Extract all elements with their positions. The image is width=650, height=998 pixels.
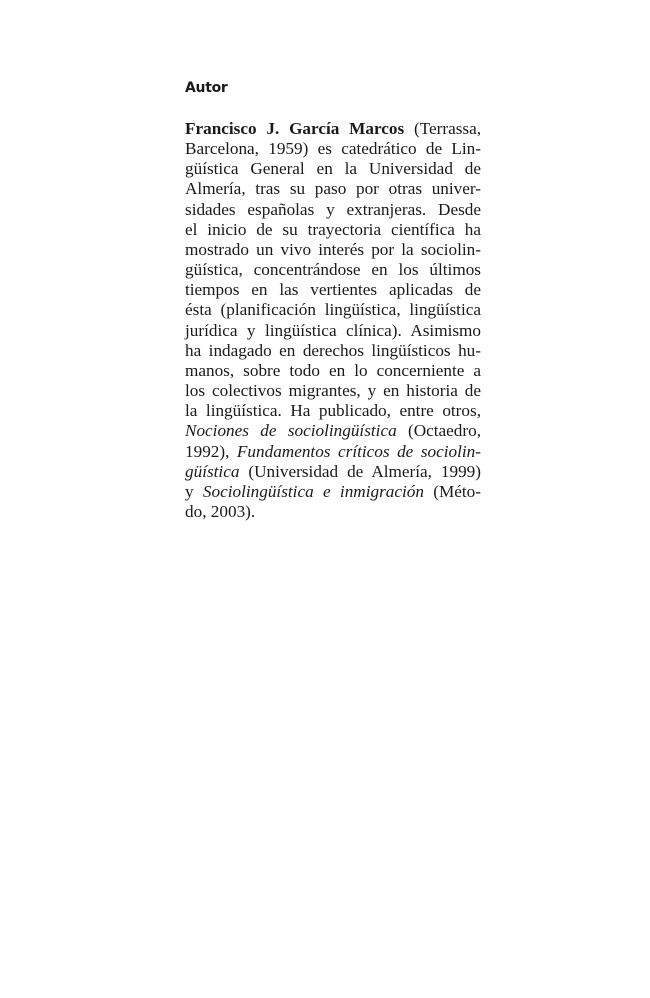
bio-text: (Terrassa, [404,119,482,138]
bio-text: la lingüística. Ha publicado, entre otros, [185,401,481,421]
bio-text: tiempos en las vertientes aplicadas de [185,280,481,300]
bio-text: y [185,481,203,501]
bio-line [185,381,481,401]
book-title: Nociones de sociolingüística [185,421,397,441]
bio-line [185,200,481,220]
bio-line [185,462,481,482]
author-name: Francisco J. García Marcos [185,119,405,138]
bio-line [185,280,481,300]
author-biography [185,119,481,522]
bio-text: güística, concentrándose en los últimos [185,260,481,280]
bio-text: manos, sobre todo en lo concerniente a [185,360,481,380]
bio-line [185,401,481,421]
bio-line [185,321,481,341]
bio-line [185,179,481,199]
bio-text: (Méto- [423,481,481,501]
bio-line [185,220,481,240]
book-title: Sociolingüística e inmigración [202,481,424,501]
bio-text: jurídica y lingüística clínica). Asimismo [185,320,481,340]
bio-text: do, 2003). [185,501,256,521]
bio-text: el inicio de su trayectoria científica ha [185,219,481,239]
bio-line [185,482,481,502]
bio-line [185,300,481,320]
bio-line [185,260,481,280]
bio-line [185,139,481,159]
bio-line [185,240,481,260]
bio-line [185,442,481,462]
bio-text: 1992), [185,441,237,461]
bio-text: (Universidad de Almería, 1999) [239,461,481,481]
bio-line [185,159,481,179]
bio-text: Barcelona, 1959) es catedrático de Lin- [185,139,481,159]
bio-text: Almería, tras su paso por otras univer- [185,179,481,199]
bio-text: (Octaedro, [396,421,481,441]
bio-line [185,119,481,139]
bio-text: los colectivos migrantes, y en historia de [185,381,481,401]
bio-text: mostrado un vivo interés por la sociolin- [185,239,481,259]
book-title: güística [185,461,240,481]
bio-line [185,341,481,361]
bio-line [185,421,481,441]
bio-line [185,361,481,381]
bio-line [185,502,481,522]
bio-text: ha indagado en derechos lingüísticos hu- [185,340,481,360]
book-title: Fundamentos críticos de sociolin- [236,441,481,461]
section-heading: Autor [185,80,228,96]
bio-text: sidades españolas y extranjeras. Desde [185,199,481,219]
bio-text: ésta (planificación lingüística, lingüística [185,300,481,320]
bio-text: güística General en la Universidad de [185,159,481,179]
